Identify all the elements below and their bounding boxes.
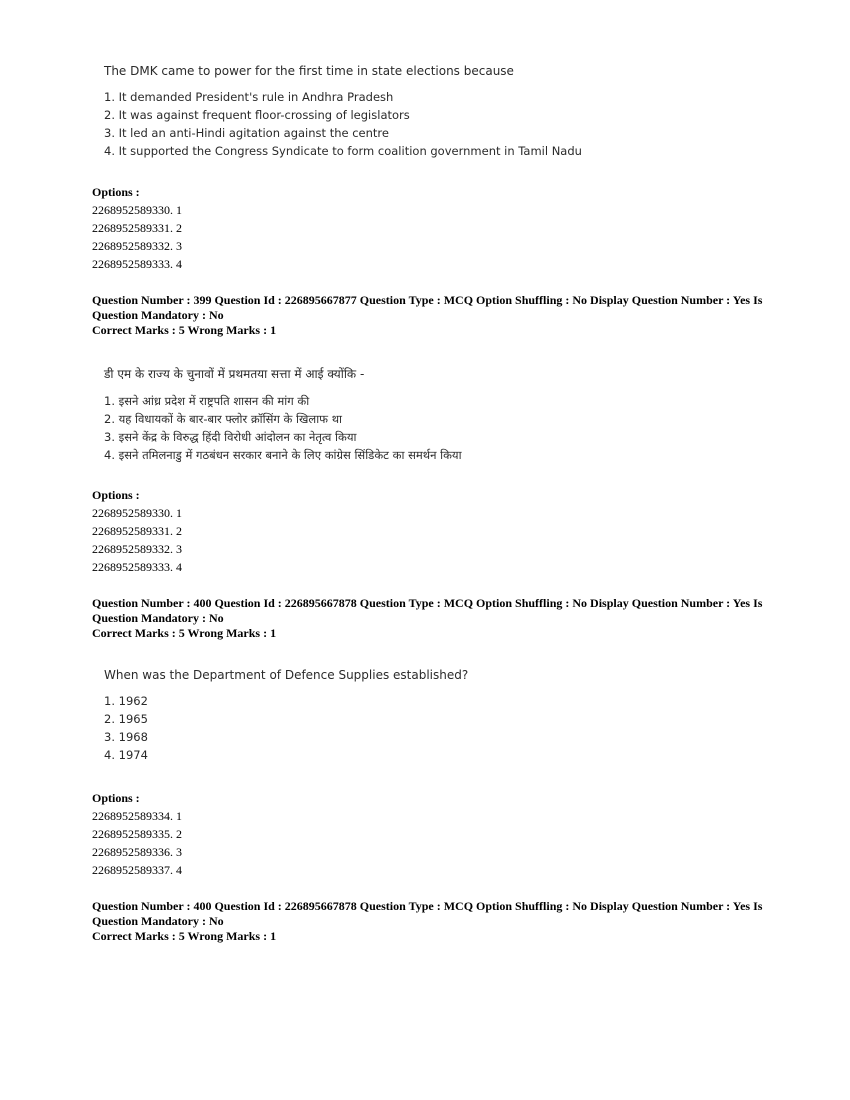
question-text: When was the Department of Defence Supplies established?	[104, 668, 469, 682]
options-title: Options :	[92, 185, 140, 199]
choice-item: 2. It was against frequent floor-crossing of legislators	[104, 108, 410, 122]
option-row: 2268952589333. 4	[92, 257, 182, 271]
choice-item: 2. यह विधायकों के बार-बार फ्लोर क्रॉसिंग के खिलाफ था	[104, 412, 343, 426]
meta-line: Correct Marks : 5 Wrong Marks : 1	[92, 626, 277, 640]
option-row: 2268952589334. 1	[92, 809, 182, 823]
meta-line: Correct Marks : 5 Wrong Marks : 1	[92, 323, 277, 337]
option-row: 2268952589335. 2	[92, 827, 182, 841]
choice-item: 1. It demanded President's rule in Andhra Pradesh	[104, 90, 394, 104]
question-text: The DMK came to power for the first time in state elections because	[104, 64, 514, 78]
option-row: 2268952589330. 1	[92, 203, 182, 217]
options-list	[92, 183, 792, 273]
meta-line: Question Number : 399 Question Id : 226895667877 Question Type : MCQ Option Shuffling : No Display Question Number : Yes Is	[92, 293, 763, 307]
choice-item: 2. 1965	[104, 712, 148, 726]
option-row: 2268952589337. 4	[92, 863, 182, 877]
choice-item: 4. 1974	[104, 748, 148, 762]
options-list	[92, 486, 792, 576]
question-choices	[104, 692, 804, 764]
options-list	[92, 789, 792, 879]
option-row: 2268952589333. 4	[92, 560, 182, 574]
question-meta	[92, 293, 772, 338]
choice-item: 3. इसने केंद्र के विरुद्ध हिंदी विरोधी आंदोलन का नेतृत्व किया	[104, 430, 357, 444]
option-row: 2268952589336. 3	[92, 845, 182, 859]
option-row: 2268952589332. 3	[92, 239, 182, 253]
question-meta	[92, 899, 772, 944]
option-row: 2268952589331. 2	[92, 221, 182, 235]
question-block-dmk-english	[104, 64, 804, 160]
choice-item: 3. It led an anti-Hindi agitation against the centre	[104, 126, 389, 140]
option-row: 2268952589332. 3	[92, 542, 182, 556]
options-title: Options :	[92, 488, 140, 502]
question-choices	[104, 88, 804, 160]
meta-line: Question Mandatory : No	[92, 914, 224, 928]
meta-line: Question Number : 400 Question Id : 226895667878 Question Type : MCQ Option Shuffling : No Display Question Number : Yes Is	[92, 899, 763, 913]
question-text: डी एम के राज्य के चुनावों में प्रथमतया सत्ता में आई क्योंकि -	[104, 367, 365, 381]
choice-item: 1. 1962	[104, 694, 148, 708]
choice-item: 4. It supported the Congress Syndicate to form coalition government in Tamil Nadu	[104, 144, 582, 158]
question-block-defence-supplies	[104, 668, 804, 764]
question-block-dmk-hindi	[104, 365, 804, 464]
meta-line: Question Mandatory : No	[92, 308, 224, 322]
question-choices	[104, 392, 804, 464]
question-meta	[92, 596, 772, 641]
choice-item: 3. 1968	[104, 730, 148, 744]
options-title: Options :	[92, 791, 140, 805]
choice-item: 1. इसने आंध्र प्रदेश में राष्ट्रपति शासन की मांग की	[104, 394, 310, 408]
meta-line: Question Number : 400 Question Id : 226895667878 Question Type : MCQ Option Shuffling : No Display Question Number : Yes Is	[92, 596, 763, 610]
choice-item: 4. इसने तमिलनाडु में गठबंधन सरकार बनाने के लिए कांग्रेस सिंडिकेट का समर्थन किया	[104, 448, 462, 462]
option-row: 2268952589331. 2	[92, 524, 182, 538]
meta-line: Question Mandatory : No	[92, 611, 224, 625]
option-row: 2268952589330. 1	[92, 506, 182, 520]
meta-line: Correct Marks : 5 Wrong Marks : 1	[92, 929, 277, 943]
